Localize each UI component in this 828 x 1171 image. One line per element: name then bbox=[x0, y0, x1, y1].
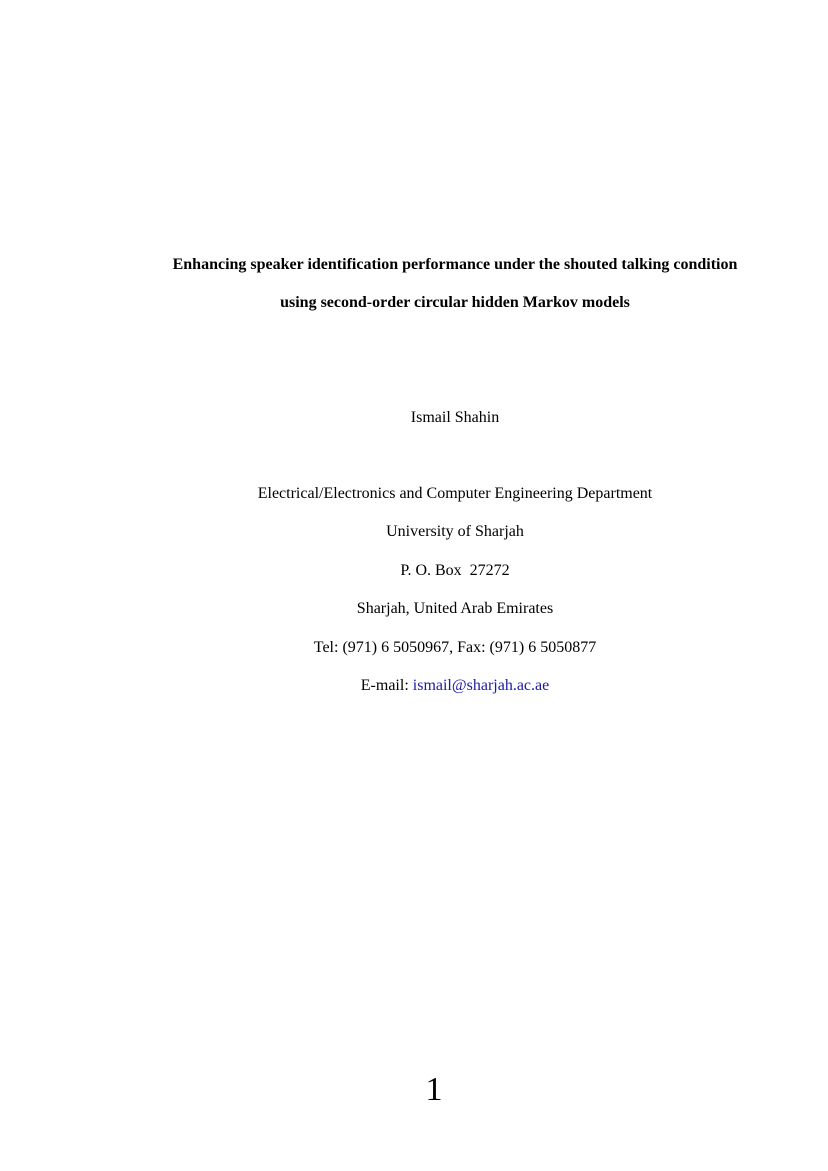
affiliation-department: Electrical/Electronics and Computer Engineering Department bbox=[257, 485, 653, 502]
affiliation-location: Sharjah, United Arab Emirates bbox=[356, 600, 554, 617]
affiliation-university: University of Sharjah bbox=[386, 523, 524, 540]
affiliation-po-box: P. O. Box 27272 bbox=[400, 562, 510, 579]
author-name: Ismail Shahin bbox=[410, 409, 500, 426]
email-label: E-mail: bbox=[360, 677, 413, 694]
contact-email-line bbox=[41, 678, 828, 694]
contact-phone-fax: Tel: (971) 6 5050967, Fax: (971) 6 5050877 bbox=[313, 639, 597, 656]
paper-title-line-1: Enhancing speaker identification performance under the shouted talking condition bbox=[172, 256, 738, 273]
page-number: 1 bbox=[425, 1071, 443, 1108]
paper-title-line-2: using second-order circular hidden Markov models bbox=[280, 294, 630, 311]
email-link[interactable]: ismail@sharjah.ac.ae bbox=[412, 677, 550, 694]
